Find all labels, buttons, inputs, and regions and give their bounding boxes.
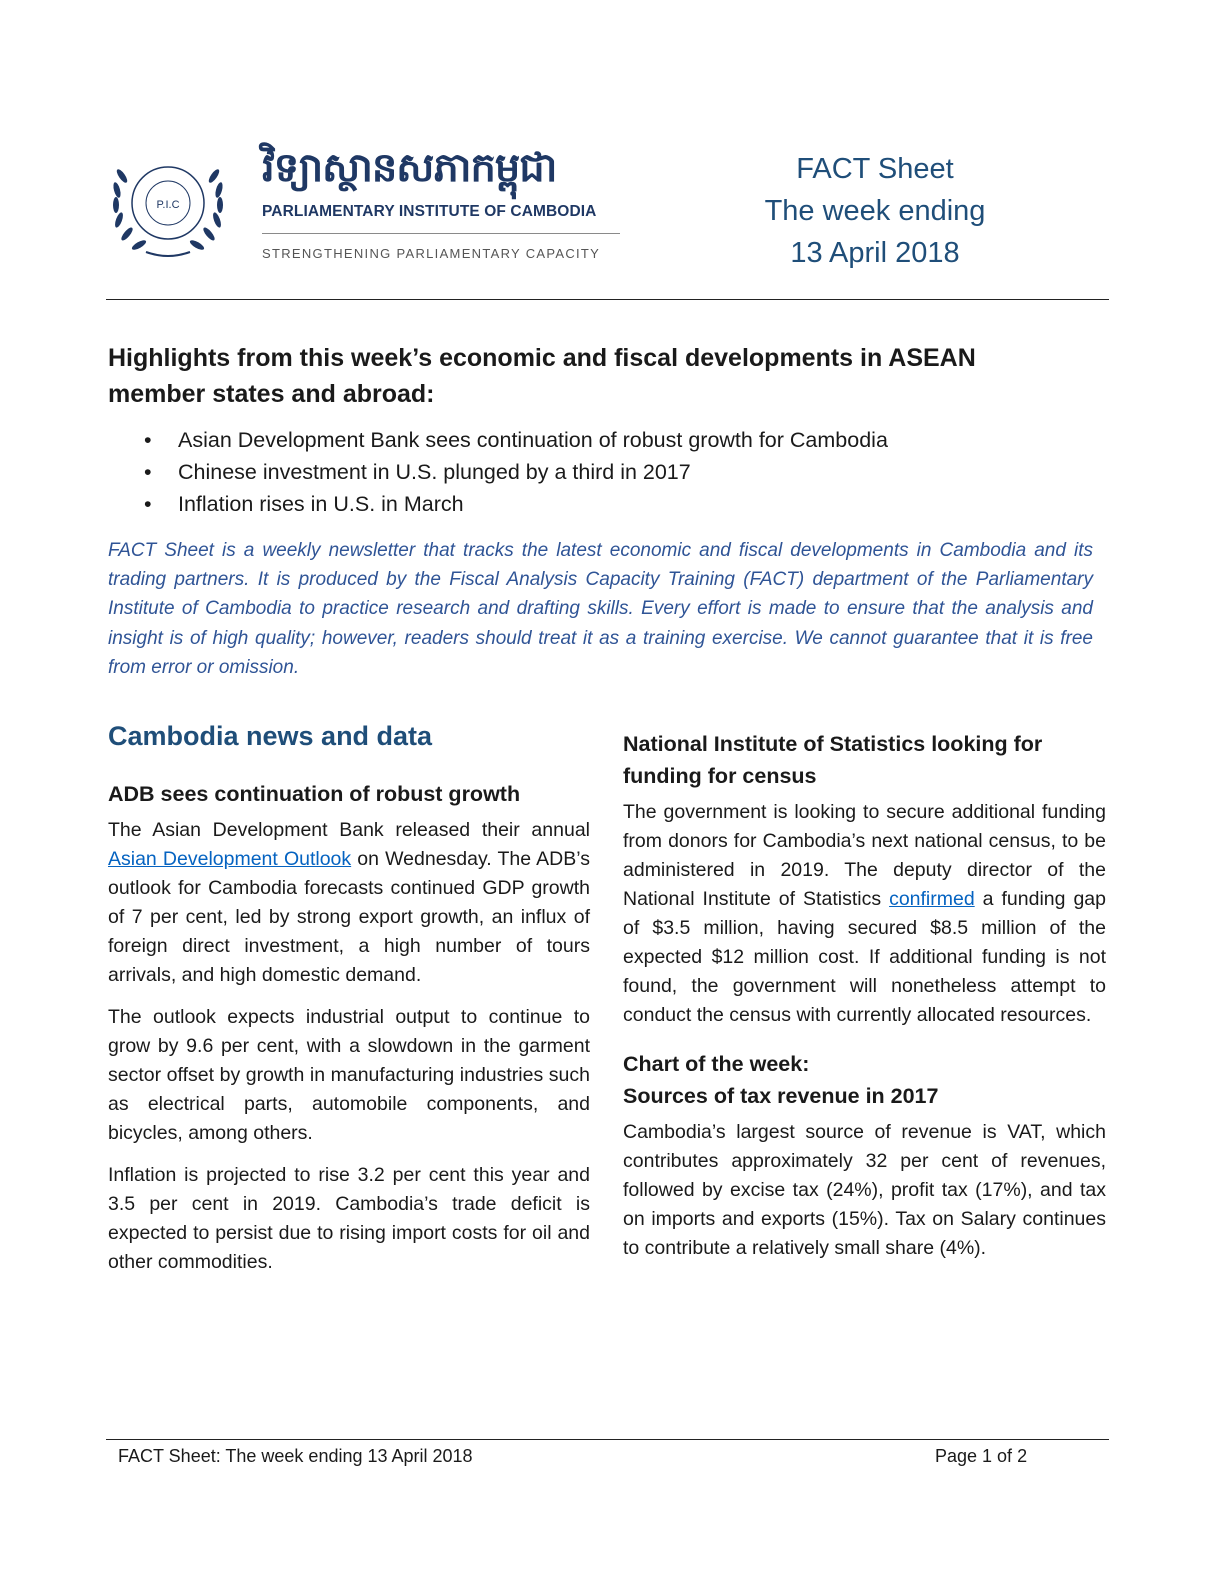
newsletter-disclaimer: FACT Sheet is a weekly newsletter that tracks the latest economic and fiscal developments in Cambodia and its trading partners. It is produced by the Fiscal Analysis Capacity Training (FACT) department of the Parliamentary Institute of Cambodia to practice research and drafting skills. Every effort is made to ensure that the analysis and insight is of high quality; however, readers should treat it as a training exercise. We cannot guarantee that it is free from error or omission. bbox=[108, 540, 1093, 678]
khmer-institute-title: វិទ្យាស្ថានសភាកម្ពុជា bbox=[262, 145, 557, 191]
bullet-icon: • bbox=[144, 492, 152, 516]
highlight-text: Inflation rises in U.S. in March bbox=[178, 492, 464, 516]
bullet-icon: • bbox=[144, 460, 152, 484]
highlight-item bbox=[108, 424, 888, 456]
fact-title-line3: 13 April 2018 bbox=[790, 237, 960, 269]
parliamentary-institute-emblem-logo bbox=[106, 146, 230, 264]
right-column bbox=[623, 728, 1106, 1276]
page-number: Page 1 of 2 bbox=[935, 1446, 1028, 1466]
chart-of-week-label: Chart of the week: bbox=[623, 1052, 810, 1076]
article-paragraph: The outlook expects industrial output to continue to grow by 9.6 per cent, with a slowdown in the garment sector offset by growth in manufacturing industries such as electrical parts, automobile components, and bicycles, among others. bbox=[108, 1006, 590, 1144]
article-heading-census: National Institute of Statistics looking for funding for census bbox=[623, 732, 1043, 788]
section-heading-cambodia: Cambodia news and data bbox=[108, 721, 433, 751]
fact-title-line2: The week ending bbox=[764, 195, 986, 227]
article-paragraph bbox=[108, 816, 590, 990]
header-divider bbox=[262, 233, 620, 234]
highlight-item bbox=[108, 488, 888, 520]
bullet-icon: • bbox=[144, 428, 152, 452]
chart-of-week-title: Sources of tax revenue in 2017 bbox=[623, 1084, 939, 1108]
paragraph-text: a funding gap of $3.5 million, having secured $8.5 million of the expected $12 million cost. If additional funding is not found, the government will nonetheless attempt to conduct the census with currently allocated resources. bbox=[623, 888, 1106, 1026]
article-heading-chart-of-week bbox=[623, 1048, 1106, 1112]
highlight-text: Chinese investment in U.S. plunged by a third in 2017 bbox=[178, 460, 691, 484]
article-heading-adb: ADB sees continuation of robust growth bbox=[108, 782, 521, 806]
top-divider bbox=[106, 299, 1109, 300]
paragraph-text: The Asian Development Bank released their annual bbox=[108, 819, 590, 841]
article-paragraph: Cambodia’s largest source of revenue is VAT, which contributes approximately 32 per cent of revenues, followed by excise tax (24%), profit tax (17%), and tax on imports and exports (15%). Tax on Salary continues to contribute a relatively small share (4%). bbox=[623, 1121, 1106, 1259]
paragraph-text: on Wednesday. The ADB’s outlook for Cambodia forecasts continued GDP growth of 7 per cent, led by strong export growth, an influx of foreign direct investment, a high number of tours arrivals, and high domestic demand. bbox=[108, 848, 590, 986]
institute-name: PARLIAMENTARY INSTITUTE OF CAMBODIA bbox=[262, 203, 597, 220]
fact-sheet-title bbox=[735, 148, 1015, 274]
asian-development-outlook-link[interactable]: Asian Development Outlook bbox=[108, 848, 352, 870]
footer-title: FACT Sheet: The week ending 13 April 2018 bbox=[118, 1446, 473, 1466]
highlights-heading: Highlights from this week’s economic and fiscal developments in ASEAN member states and abroad: bbox=[108, 344, 976, 408]
confirmed-link[interactable]: confirmed bbox=[889, 888, 975, 910]
article-paragraph bbox=[623, 798, 1106, 1030]
emblem-text: P.I.C bbox=[156, 199, 180, 211]
footer-divider bbox=[106, 1439, 1109, 1440]
highlight-text: Asian Development Bank sees continuation of robust growth for Cambodia bbox=[178, 428, 888, 452]
fact-title-line1: FACT Sheet bbox=[796, 153, 954, 185]
article-paragraph: Inflation is projected to rise 3.2 per cent this year and 3.5 per cent in 2019. Cambodia’s trade deficit is expected to persist due to rising import costs for oil and other commodities. bbox=[108, 1164, 590, 1273]
left-column bbox=[108, 716, 590, 1290]
institute-tagline: STRENGTHENING PARLIAMENTARY CAPACITY bbox=[262, 246, 601, 261]
highlight-item bbox=[108, 456, 888, 488]
highlights-list bbox=[108, 424, 888, 520]
paragraph-text: The government is looking to secure additional funding from donors for Cambodia’s next national census, to be administered in 2019. The deputy director of the National Institute of Statistics bbox=[623, 801, 1106, 910]
